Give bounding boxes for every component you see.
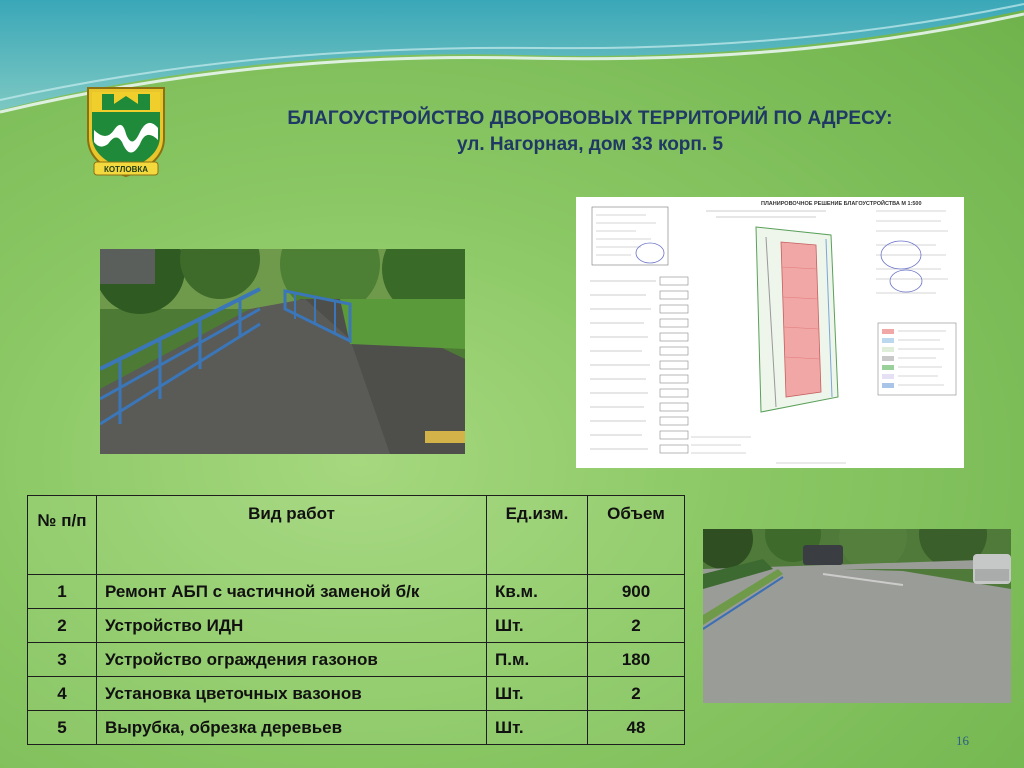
row-work: Установка цветочных вазонов bbox=[97, 677, 487, 711]
page-number: 16 bbox=[956, 733, 969, 748]
table-header-row bbox=[28, 496, 685, 575]
district-emblem bbox=[84, 84, 168, 180]
row-unit: Кв.м. bbox=[487, 575, 588, 609]
header-volume: Объем bbox=[588, 496, 685, 575]
site-plan-drawing bbox=[576, 197, 964, 468]
row-unit: П.м. bbox=[487, 643, 588, 677]
row-work: Устройство ИДН bbox=[97, 609, 487, 643]
row-volume: 2 bbox=[588, 677, 685, 711]
header-work: Вид работ bbox=[97, 496, 487, 575]
works-table bbox=[27, 495, 685, 745]
row-volume: 180 bbox=[588, 643, 685, 677]
row-volume: 900 bbox=[588, 575, 685, 609]
row-unit: Шт. bbox=[487, 677, 588, 711]
row-num: 4 bbox=[28, 677, 97, 711]
plan-heading: ПЛАНИРОВОЧНОЕ РЕШЕНИЕ БЛАГОУСТРОЙСТВА М 1:500 bbox=[761, 201, 922, 207]
table-row bbox=[28, 643, 685, 677]
emblem-label: КОТЛОВКА bbox=[103, 165, 149, 174]
title-line-1: БЛАГОУСТРОЙСТВО ДВОРОВОВЫХ ТЕРРИТОРИЙ ПО АДРЕСУ: bbox=[287, 108, 893, 129]
table-row bbox=[28, 677, 685, 711]
table-row bbox=[28, 575, 685, 609]
title-line-2: ул. Нагорная, дом 33 корп. 5 bbox=[456, 134, 724, 155]
row-num: 5 bbox=[28, 711, 97, 745]
row-work: Ремонт АБП с частичной заменой б/к bbox=[97, 575, 487, 609]
row-num: 1 bbox=[28, 575, 97, 609]
district-emblem-icon bbox=[84, 84, 168, 180]
table-row bbox=[28, 609, 685, 643]
row-work: Вырубка, обрезка деревьев bbox=[97, 711, 487, 745]
row-num: 2 bbox=[28, 609, 97, 643]
header-unit: Ед.изм. bbox=[487, 496, 588, 575]
row-work: Устройство ограждения газонов bbox=[97, 643, 487, 677]
courtyard-path-photo bbox=[100, 249, 465, 454]
header-num: № п/п bbox=[28, 496, 97, 575]
row-unit: Шт. bbox=[487, 609, 588, 643]
row-unit: Шт. bbox=[487, 711, 588, 745]
table-row bbox=[28, 711, 685, 745]
row-num: 3 bbox=[28, 643, 97, 677]
row-volume: 2 bbox=[588, 609, 685, 643]
slide-title bbox=[240, 108, 940, 156]
row-volume: 48 bbox=[588, 711, 685, 745]
driveway-photo bbox=[703, 529, 1011, 703]
